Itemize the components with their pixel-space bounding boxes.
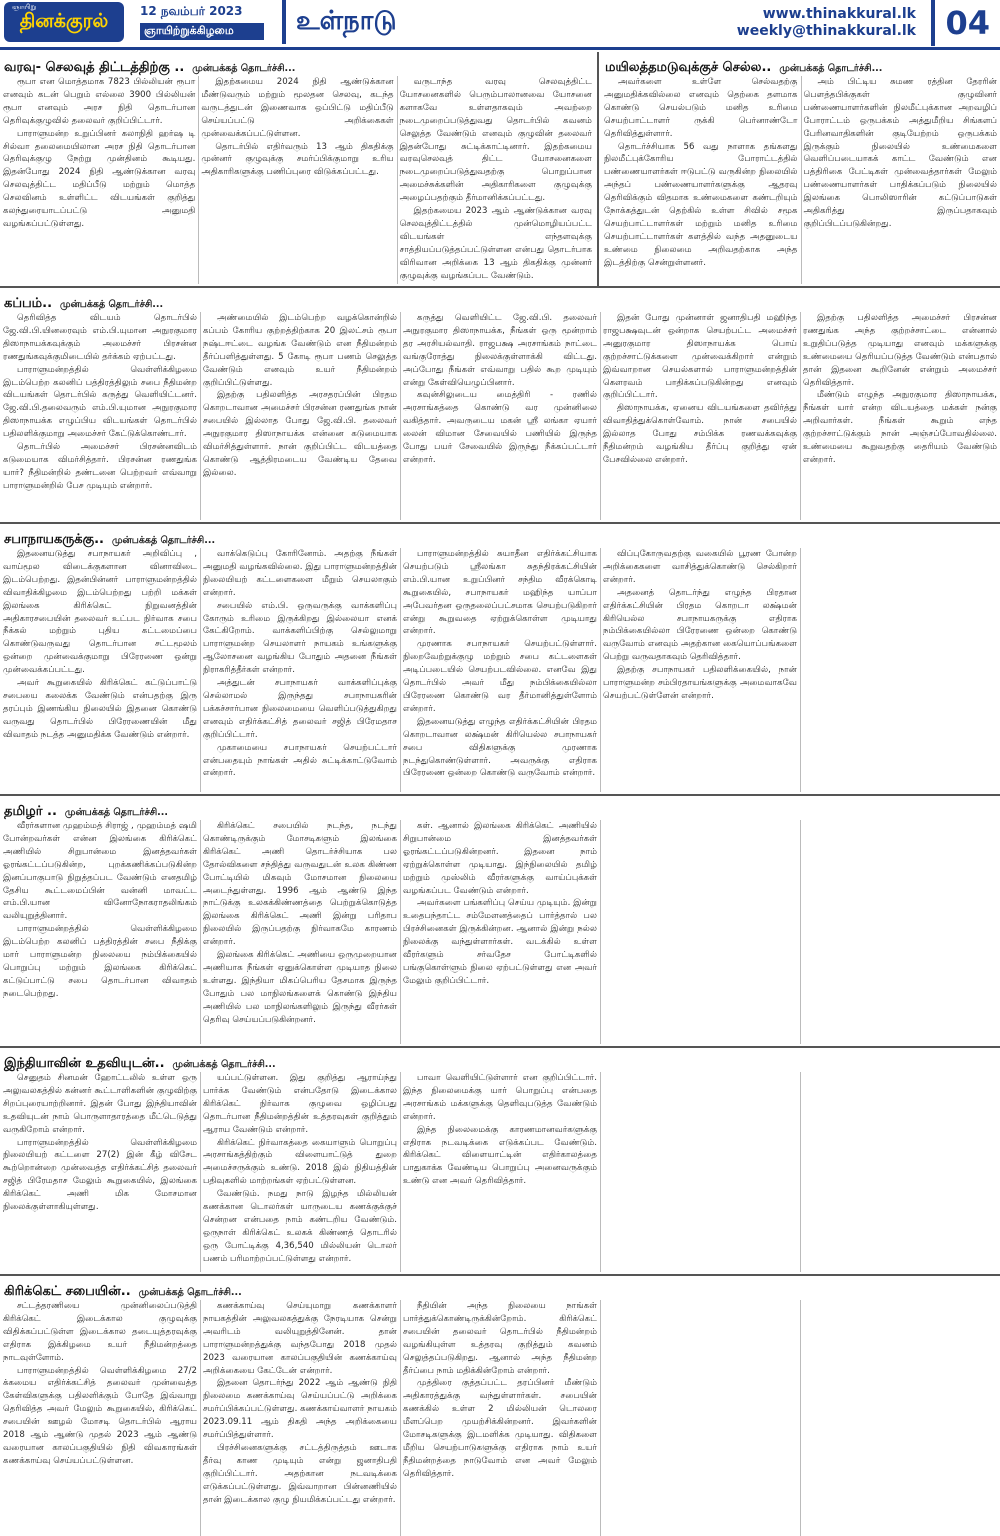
text-column: [397, 76, 595, 284]
article-paragraph: அம் பிட்டிய சுமண ரத்தின தேரரின் பௌத்தபிக்குகள் குழுவினர் பண்ணையாளர்களின் நிலமீட்புக்கான அறவழிப் போராட்டம் ஒருபக்கம் அத்துமீறிய சிங்களப் பேரினவாதிகளின் குடியேற்றம் ஒருபக்கம் இருக்கும் நிலையில் உண்மைகளை வெளிப்படையாகக் காட்ட வேண்டும் என பத்திரிகை பேட்டிகள் முன்வைத்தார்கள் மேலும் பண்ணையாளர்கள் பாதிக்கப்படும் நிலையில் இலங்கை பொலிஸாரின் கட்டுப்பாடுகள் அதிகரித்து இருப்பதாகவும் குறிப்பிடப்படுகின்றது.: [803, 77, 997, 229]
article-paragraph: தெரிவித்த விடயம் தொடர்பில் ஜே.வி.பி.யினரைவும் எம்.பி.யுமான அநுரகுமார திஸாநாயக்கவுக்கும் அமைச்சர் பிரசன்ன ரணதுங்கவுக்குமிடையில் தர்க்கம் ஏற்பட்டது.: [3, 313, 197, 362]
article-columns: [0, 820, 1000, 1044]
article-paragraph: கருத்து வெளியிட்ட ஜே.வி.பி. தலைவர் அநுரகுமார திஸாநாயக்க, நீங்கள் ஒரு மூன்றாம் தர அரசியல்வாதி. ராஜபக்ஷ அரசாங்கம் நாட்டை வங்குரோத்து நிலைக்குள்ளாக்கி விட்டது. அப்போது நீங்கள் எவ்வாறு பதில் கூற முடியும் என்று கேள்வியெழுப்பினார்.: [403, 313, 597, 388]
article-paragraph: முத்திரை குத்தப்பட்ட தரப்பினர் மீண்டும் அதிகாரத்துக்கு வந்துள்ளார்கள். சபையின் கணக்கில் உள்ள 2 மில்லியன் டொலரை மீளப்பெற முயற்சிக்கின்றனர். இவர்களின் மோசடிகளுக்கு இடமளிக்க முடியாது. விதிகளை மீறிய செயற்பாடுகளுக்கு எதிராக நாம் உயர் நீதிமன்றத்தை நாடுவோம் என அவர் மேலும் தெரிவித்தார்.: [403, 1378, 597, 1479]
article-paragraph: தொடர்ச்சியாக 56 வது நாளாக தங்களது நிலமீட்புக்கோரிய போராட்டத்தில் பண்ணையாளர்கள் ஈடுபட்டு வருகின்ற நிலையில் அந்தப் பண்ணையாளர்களுக்கு ஆதரவு தெரிவிக்கும் விதமாக உண்மைகளை கண்டறியும் நோக்கத்துடன் தெற்கில் உள்ள சிவில் சமூக செயற்பாட்டாளர்கள் மற்றும் மனித உரிமை செயற்பாட்டாளர்கள் களத்தில் வந்த அதனுடைய உண்மை நிலைமை அறிவதற்காக அந்த இடத்திற்கு சென்றுள்ளனர்.: [604, 141, 798, 268]
article-paragraph: ரூபா என மொத்தமாக 7823 பில்லியன் ரூபா எனவும் கடன் பெறும் எல்லை 3900 பில்லியன் ரூபா எனவும் அரச நிதி தொடர்பான தெரிவுக்குழுவில் தலைவர் குறிப்பிட்டார்.: [3, 77, 196, 126]
article-paragraph: திஸாநாயக்க, ஏனைய விடயங்களை தவிர்த்து விவாதித்துக்கொள்வோம். நான் சபையில் இல்லாத போது சம்பிக்க ரணவக்கவுக்கு நீதிமன்றம் வழங்கிய தீர்ப்பு குறித்து ஏன் பேசவில்லை என்றார்.: [603, 403, 797, 465]
column-rule: [400, 820, 401, 1044]
article-headline[interactable]: வரவு- செலவுத் திட்டத்திற்கு ..: [4, 60, 185, 75]
article-columns: [601, 76, 1000, 284]
issue-date: 12 நவம்பர் 2023: [140, 4, 243, 18]
article-paragraph: செனுதம் சினமன் ஹோட்டலில் உள்ள ஒரு அலுவலகத்தில் கன்னர் கூட்டாளிகளின் குழுவிற்கு சிறப்புரையாற்றினார். இதன் போது இந்தியாவின் உதவியுடன் நாம் பொருளாதாரத்தை மீட்டெடுத்து வருகிறோம் என்றார்.: [3, 1073, 197, 1135]
column-rule: [200, 1300, 201, 1536]
text-column: [800, 1072, 1000, 1272]
article-paragraph: அவர்களை உள்ளே செல்வதற்கு அனுமதிக்கவில்லை எனவும் தெற்கை தளமாக கொண்டு செயல்படும் மனித உரிமை செயற்பாட்டாளர் ருக்கி பெர்னாண்டோ தெரிவித்துள்ளார்.: [604, 77, 798, 139]
text-column: [0, 1072, 200, 1272]
article-paragraph: பாராளுமன்றத்தில் வெள்ளிக்கிழமை 27/2 க்கமைய எதிர்க்கட்சித் தலைவர் முன்வைத்த கேள்விகளுக்கு பதிலளிக்கும் போதே இவ்வாறு தெரிவித்த அவர் மேலும் கூறுகையில், கிரிக்கெட் சபையின் ஊழல் மோசடி தொடர்பில் ஆராய 2018 ஆம் ஆண்டு முதல் 2023 ஆம் ஆண்டு வரையான காலப்பகுதியில் நிதி விவகாரங்கள் கணக்காய்வு செய்யப்பட்டுள்ளன.: [3, 1365, 197, 1466]
text-column: [400, 820, 600, 1044]
text-column: [200, 1072, 400, 1272]
article-paragraph: மீண்டும் எழுந்த அநுரகுமார திஸாநாயக்க, நீங்கள் யார் என்ற விடயத்தை மக்கள் நன்கு அறிவார்கள். நீங்கள் கூறும் எந்த குற்றச்சாட்டுக்கும் நான் அஞ்சப்போவதில்லை. உண்மையை கூறுவதற்கு தைரியம் வேண்டும் என்றார்.: [803, 390, 997, 465]
article-paragraph: இதற்கமைய 2024 நிதி ஆண்டுக்கான மீண்டுவரும் மற்றும் மூலதன செலவு, கடந்த வருடத்துடன் இணைவாக ஒப்பிட்டு மதிப்பீடு செய்யப்பட்டு அறிக்கைகள் முன்வைக்கப்பட்டுள்ளன.: [201, 77, 394, 139]
column-rule: [801, 76, 802, 284]
article-paragraph: யப்பட்டுள்ளன. இது குறித்து ஆராய்ந்து பார்க்க வேண்டும் என்பதோடு இடைக்கால கிரிக்கெட் நிர்வாக குழுவை ஒழிப்பது தொடர்பான நீதிமன்றத்தின் உத்தரவுகள் குறித்தும் ஆராய வேண்டும் என்றார்.: [203, 1073, 397, 1135]
article-paragraph: இதற்கு பதிலளித்த அரசதரப்பின் பிரதம கொறடாவான அமைச்சர் பிரசன்ன ரணதுங்க நான் சபையில் இல்லாத போது ஜே.வி.பி. தலைவர் அநுரகுமார திஸாநாயக்க என்னை கடுமையாக விமர்சித்துள்ளார். நான் குறிப்பிட்ட விடயத்தை கொண்டு ஆத்திரமடைய வேண்டிய தேவை இல்லை.: [203, 390, 397, 478]
masthead: [0, 0, 1000, 50]
article-paragraph: கணக்காய்வு செய்யுமாறு கணக்காளர் நாயகத்தின் அலுவலகத்துக்கு நேரடியாக சென்று அவரிடம் வலியுறுத்தினேன். தான் பாராளுமன்றத்துக்கு வந்தபோது 2018 முதல் 2023 வரையான காலப்பகுதியின் கணக்காய்வு அறிக்கையை கேட்டேன் என்றார்.: [203, 1301, 397, 1376]
article-paragraph: பாராளுமன்றத்தில் வெள்ளிக்கிழமை இடம்பெற்ற கலனிப் பத்திரத்தின் சபை நீதிக்கு மார் பாராளுமன்ற நிலையை நம்பிக்கையில் பொறுப்பு மற்றும் இலங்கை கிரிக்கெட் கட்டுப்பாட்டு சபை தொடர்பான விவாதம் நடைபெற்றது.: [3, 924, 197, 999]
issue-day: ஞாயிற்றுக்கிழமை: [140, 23, 264, 40]
text-column: [0, 1300, 200, 1536]
column-rule: [200, 312, 201, 520]
article: [0, 1280, 1000, 1536]
text-column: [400, 1072, 600, 1272]
continued-label: முன்பக்கத் தொடர்ச்சி...: [172, 1059, 276, 1070]
article-paragraph: தொடர்பில் அமைச்சர் பிரசன்னவிடம் கடுமையாக விமர்சித்தார். பிரசன்ன ரணதுங்க யார்? நீதிமன்றில் தண்டனை பெற்றவர் எவ்வாறு பாராளுமன்றில் பேச முடியும் என்றார்.: [3, 442, 197, 491]
article-headline[interactable]: இந்தியாவின் உதவியுடன்..: [4, 1056, 165, 1071]
text-column: [400, 312, 600, 520]
article-paragraph: இலங்கை கிரிக்கெட் அணியை ஒருமுறையான அணியாக நீங்கள் ஏனுக்கொள்ள முடியாத நிலை உள்ளது. இந்தியா மிகப்பெரிய தேசமாக இருந்த போதும் பல மாநிலங்களைக் கொண்டு இந்திய அணியில் பல மாநிலங்களிலும் இருந்து வீரர்கள் தெரிவு செய்யப்படுகின்றனர்.: [203, 950, 397, 1025]
article-paragraph: பாராளுமன்றத்தில் வெள்ளிக்கிழமை இடம்பெற்ற கலனிப் பத்திரத்திலும் சபை நீதிமன்ற விடயங்கள் தொடர்பில் கருத்து வெளியிட்டனர். ஜே.வி.பி.தலைவரும் எம்.பி.யுமான அநுரகுமார திஸாநாயக்க எழுப்பிய விடயங்கள் தொடர்பில் பதிலளிக்குமாறு அமைச்சர் கேட்டுக்கொண்டார்.: [3, 364, 197, 440]
article-paragraph: பாராளுமன்றத்தில் வெள்ளிக்கிழமை நிலையியற் கட்டளை 27(2) இன் கீழ் விசேட கூற்றொன்றை முன்வைத்த எதிர்க்கட்சித் தலைவர் சஜித் பிரேமதாச மேலும் கூறுகையில், இலங்கை கிரிக்கெட் அணி மிக மோசமான நிலைக்குள்ளாகியுள்ளது.: [3, 1137, 197, 1213]
article-headline[interactable]: மயிலத்தமடுவுக்குச் செல்ல..: [605, 60, 772, 75]
article-paragraph: கள். ஆனால் இலங்கை கிரிக்கெட் அணியில் சிறுபான்மை இனத்தவர்கள் ஓரங்கட்டப்படுகின்றனர். இதனை நாம் ஏற்றுக்கொள்ள முடியாது. இந்நிலையில் தமிழ் மற்றும் முஸ்லிம் வீரர்களுக்கு வாய்ப்புக்கள் வழங்கப்பட வேண்டும் என்றார்.: [403, 821, 597, 896]
article-paragraph: அத்துடன் சபாநாயகர் வாக்களிப்புக்கு செல்லாமல் இருந்தது சபாநாயகரின் பக்கச்சார்பான நிலைமையை வெளிப்படுத்துகிறது எனவும் எதிர்க்கட்சித் தலைவர் சஜித் பிரேமதாச குறிப்பிட்டார்.: [203, 678, 397, 740]
logo-small-text: ஞாயிறு: [12, 3, 37, 11]
article-paragraph: வருடாந்த வரவு செலவுத்திட்ட யோசனைகளில் பெரும்பாலானவை யோசனை களாகவே உள்ளதாகவும் அவற்றை நடைமுறைப்படுத்துவது தொடர்பில் கவனம் செலுத்த வேண்டும் எனவும் குழுவின் தலைவர் இதன்போது சுட்டிக்காட்டினார். இதற்கமைய வரவுசெலவுத் திட்ட யோசனைகளை நடைமுறைப்படுத்துவதற்கு பொறுப்பான அமைச்சுக்களின் அதிகாரிகளை குழுவுக்கு அழைப்பதற்கும் தீர்மானிக்கப்பட்டது.: [399, 77, 592, 204]
column-rule: [800, 1072, 801, 1272]
article-paragraph: பாராளுமன்றத்தில் சுயாதீன எதிர்க்கட்சியாக செயற்படும் ஸ்ரீலங்கா சுதந்திரக்கட்சியின் எம்.பி.யான உறுப்பினர் சந்திம வீரக்கொடி கூறுகையில், சபாநாயகர் மஹிந்த யாப்பா அபேவர்தன ஒருதலைப்பட்சமாக செயற்படுகிறார் என்று கூறுவதை ஏற்றுக்கொள்ள முடியாது என்றார்.: [403, 549, 597, 637]
column-rule: [600, 820, 601, 1044]
text-column: [0, 548, 200, 792]
article-paragraph: இதனையடுத்து எழுந்த எதிர்க்கட்சியின் பிரதம கொறடாவான லக்ஷ்மன் கிரியெல்ல சபாநாயகர் சபை விதிகளுக்கு முரணாக நடந்துகொண்டுள்ளார். அவருக்கு எதிராக பிரேரணை ஒன்றை கொண்டு வருவோம் என்றார்.: [403, 716, 597, 779]
text-column: [600, 820, 800, 1044]
article-headline[interactable]: சபாநாயகருக்கு..: [4, 532, 104, 547]
section-divider: [0, 794, 1000, 796]
text-column: [400, 1300, 600, 1536]
text-column: [600, 548, 800, 792]
article-paragraph: பாராளுமன்ற உறுப்பினர் கலாநிதி ஹர்ஷ டி சில்வா தலைமையிலான அரச நிதி தொடர்பான தெரிவுக்குழு நேற்று முன்தினம் கூடியது. இதன்போது 2024 நிதி ஆண்டுக்கான வரவு செலவுத்திட்ட மதிப்பீடு மற்றும் மொத்த செலவினம் உள்ளிட்ட விடயங்கள் குறித்து கலந்துரையாடப்பட்டு அனுமதி வழங்கப்பட்டுள்ளது.: [3, 128, 196, 229]
section-title: உள்நாடு: [282, 0, 397, 44]
section-divider: [0, 1046, 1000, 1048]
column-rule: [198, 76, 199, 284]
text-column: [200, 548, 400, 792]
continued-label: முன்பக்கத் தொடர்ச்சி...: [779, 63, 883, 74]
article: [0, 528, 1000, 792]
text-column: [200, 312, 400, 520]
article-paragraph: இதற்கமைய 2023 ஆம் ஆண்டுக்கான வரவு செலவுத்திட்டத்தில் முன்மொழியப்பட்ட விடயங்கள் எந்தளவுக்கு சாத்தியப்படுத்தப்பட்டுள்ளன என்பது தொடர்பாக விரிவான அறிக்கை 13 ஆம் திகதிக்கு முன்னர் குழுவுக்கு வழங்கப்பட வேண்டும்.: [399, 206, 592, 281]
column-rule: [200, 1072, 201, 1272]
logo-text: தினக்குரல்: [19, 9, 109, 32]
article-paragraph: இதன் போது முன்னாள் ஜனாதிபதி மஹிந்த ராஜபக்ஷவுடன் ஒன்றாக செயற்பட்ட அமைச்சர் அனுரகுமார திஸாநாயக்க பொய் குற்றச்சாட்டுக்களை முன்வைக்கிறார் என்றும் இவ்வாறான செயல்களால் பாராளுமன்றத்தின் கௌரவம் பாதிக்கப்படுகின்றது எனவும் குறிப்பிட்டார்.: [603, 313, 797, 401]
column-rule: [400, 1300, 401, 1536]
article-headline[interactable]: தமிழர் ..: [4, 804, 57, 819]
article-paragraph: இதற்கு சபாநாயகர் பதிலளிக்கையில், நான் பாராளுமன்ற சம்பிரதாயங்களுக்கு அமைவாகவே செயற்பட்டுள்ளேன் என்றார்.: [603, 665, 797, 701]
article-paragraph: பிரச்சினைகளுக்கு சட்டத்திருத்தம் ஊடாக தீர்வு காண முடியும் என்று ஜனாதிபதி குறிப்பிட்டார். அதற்கான நடவடிக்கை எடுக்கப்பட்டுள்ளது. இவ்வாறான பின்னணியில் தான் இடைக்கால குழு நியமிக்கப்பட்டது என்றார்.: [203, 1442, 397, 1505]
column-rule: [400, 312, 401, 520]
article-paragraph: சட்டத்தரணியை முன்னிலைப்படுத்தி கிரிக்கெட் இடைக்கால குழுவுக்கு விதிக்கப்பட்டுள்ள இடைக்கால தடையுத்தரவுக்கு எதிராக இக்கிழமை உயர் நீதிமன்றத்தை நாடவுள்ளோம்.: [3, 1301, 197, 1363]
text-column: [600, 312, 800, 520]
contact-block: [737, 6, 916, 40]
text-column: [800, 1300, 1000, 1536]
column-rule: [600, 1300, 601, 1536]
page-number: 04: [931, 0, 990, 46]
continued-label: முன்பக்கத் தொடர்ச்சி...: [138, 1287, 242, 1298]
column-rule: [600, 1072, 601, 1272]
article-paragraph: இதனை தொடர்ந்து 2022 ஆம் ஆண்டு நிதி நிலைமை கணக்காய்வு செய்யப்பட்டு அறிக்கை சமர்ப்பிக்கப்பட்டுள்ளது. கணக்காய்வாளர் நாயகம் 2023.09.11 ஆம் திகதி அந்த அறிக்கையை சமர்ப்பித்துள்ளார்.: [203, 1378, 397, 1441]
column-rule: [400, 548, 401, 792]
column-rule: [397, 76, 398, 284]
article-paragraph: அவர்களை பங்களிப்பு செய்ய முடியும். இன்று உதைபந்தாட்ட சம்மேளனத்தைப் பார்த்தால் பல பிரச்சினைகள் இருக்கின்றன. ஆனால் இன்று நல்ல நிலைக்கு வந்துள்ளார்கள். வடக்கில் உள்ள வீரர்களும் சர்வதேச போட்டிகளில் பங்குகொள்ளும் நிலை ஏற்பட்டுள்ளது என அவர் மேலும் குறிப்பிட்டார்.: [403, 898, 597, 986]
article: [0, 1052, 1000, 1272]
article-paragraph: அவர் கூறுகையில் கிரிக்கெட் கட்டுப்பாட்டு சபையை கலைக்க வேண்டும் என்பதற்கு இரு தரப்பும் இணங்கிய நிலையில் இதனை கொண்டு வருவது தொடர்பில் பிரேரணையின் மீது விவாதம் நடத்த அனுமதிக்க வேண்டும் என்றார்.: [3, 678, 197, 740]
article-columns: [0, 1300, 1000, 1536]
continued-label: முன்பக்கத் தொடர்ச்சி...: [64, 807, 168, 818]
email-link[interactable]: weekly@thinakkural.lk: [736, 23, 916, 39]
column-rule: [800, 820, 801, 1044]
article-paragraph: அண்மையில் இடம்பெற்ற வழக்கொன்றில் கப்பம் கோரிய குற்றத்திற்காக 20 இலட்சம் ரூபா நஷ்டஈட்டை வழங்க வேண்டும் என நீதிமன்றம் தீர்ப்பளித்துள்ளது. 5 கோடி ரூபா பணம் செலுத்த வேண்டும் எனவும் உயர் நீதிமன்றம் குறிப்பிட்டுள்ளது.: [203, 313, 397, 388]
article-paragraph: வேண்டும். நமது நாடு இழந்த மில்லியன் கணக்கான டொலர்கள் யாருடைய கணக்குக்குச் சென்றன என்பதை நாம் கண்டறிய வேண்டும். ஒருநாள் கிரிக்கெட் உலகக் கிண்ணத் தொடரில் ஒரு போட்டிக்கு 4,36,540 மில்லியன் டொலர் பணம் பரிமாற்றப்பட்டுள்ளது என்றார்.: [203, 1189, 397, 1264]
text-column: [0, 820, 200, 1044]
text-column: [800, 312, 1000, 520]
article-paragraph: இதற்கு பதிலளித்த அமைச்சர் பிரசன்ன ரணதுங்க அந்த குற்றச்சாட்டை என்னால் உறுதிப்படுத்த முடியாது எனவும் மக்களுக்கு உண்மையை தெரியப்படுத்த வேண்டும் என்பதால் தான் இதனை கூறினேன் என்றும் அமைச்சர் தெரிவித்தார்.: [803, 313, 997, 388]
masthead-rule: [0, 47, 1000, 50]
text-column: [601, 76, 801, 284]
article-headline[interactable]: கப்பம்..: [4, 296, 53, 311]
column-rule: [800, 1300, 801, 1536]
column-rule: [200, 820, 201, 1044]
column-rule: [400, 1072, 401, 1272]
continued-label: முன்பக்கத் தொடர்ச்சி...: [111, 535, 216, 546]
newspaper-logo[interactable]: [4, 2, 124, 42]
article: [0, 56, 595, 284]
text-column: [200, 1300, 400, 1536]
text-column: [200, 820, 400, 1044]
article-paragraph: பாவா வெளியிட்டுள்ளார் என குறிப்பிட்டார். இந்த நிலைமைக்கு யார் பொறுப்பு என்பதை அரசாங்கம் மக்களுக்கு தெளிவுபடுத்த வேண்டும் என்றார்.: [403, 1073, 597, 1122]
article-paragraph: [400, 283, 592, 285]
article-paragraph: கவுன்சிலுடைய மைத்திரி - ரணில் அரசாங்கத்தை கொண்டு வர முன்னிலை வகித்தார். அவருடைய மகன் ஸ்ரீ லங்கா ஏயார் லைன் விமான சேவையில் பணியில் இருந்த போது பயர் சேவையில் இருந்து நீக்கப்பட்டார் என்றார்.: [403, 390, 597, 465]
text-column: [600, 1300, 800, 1536]
article-paragraph: கிரிக்கெட் நிர்வாகத்தை கையாளும் பொறுப்பு அரசாங்கத்திற்கும் விளையாட்டுத் துறை அமைச்சருக்கும் உண்டு. 2018 இல் நிதியத்தின் பதிவுகளில் மாற்றங்கள் ஏற்பட்டுள்ளன.: [203, 1137, 397, 1187]
continued-label: முன்பக்கத் தொடர்ச்சி...: [60, 299, 164, 310]
column-rule: [600, 548, 601, 792]
column-rule: [600, 312, 601, 520]
column-rule: [800, 548, 801, 792]
text-column: [800, 820, 1000, 1044]
article-paragraph: வாக்கெடுப்பு கோரினோம். அதற்கு நீங்கள் அனுமதி வழங்கவில்லை. இது பாராளுமன்றத்தின் நிலையியற் கட்டளைகளை மீறும் செயலாகும் என்றார்.: [203, 549, 397, 598]
article-paragraph: தொடர்பில் எதிர்வரும் 13 ஆம் திகதிக்கு முன்னர் குழுவுக்கு சமர்ப்பிக்குமாறு உரிய அதிகாரிகளுக்கு பணிப்புரை விடுக்கப்பட்டது.: [201, 141, 394, 178]
article: [0, 800, 1000, 1044]
text-column: [400, 548, 600, 792]
article-columns: [0, 1072, 1000, 1272]
article-paragraph: முரணாக சபாநாயகர் செயற்பட்டுள்ளார். நிறைவேற்றுக்குழு மற்றும் சபை கட்டளைகள் அடிப்படையில் செயற்படவில்லை. எனவே இது தொடர்பில் அவர் மீது நம்பிக்கையில்லா பிரேரணை கொண்டு வர தீர்மானித்துள்ளோம் என்றார்.: [403, 639, 597, 714]
column-rule: [200, 548, 201, 792]
text-column: [198, 76, 396, 284]
article-paragraph: சபையில் எம்.பி. ஒருவருக்கு வாக்களிப்பு கோரும் உரிமை இருக்கிறது இல்லையா எனக் கேட்கிறோம். வாக்களிப்பிற்கு செல்லுமாறு பாராளுமன்ற செயலாளர் நாயகம் உங்களுக்கு ஆலோசனை வழங்கிய போதும் அதனை நீங்கள் நிராகரித்தீர்கள் என்றார்.: [203, 600, 397, 676]
article-paragraph: அதனைத் தொடர்ந்து எழுந்த பிரதான எதிர்க்கட்சியின் பிரதம கொறடா லக்ஷ்மன் கிரியெல்ல சபாநாயகருக்கு எதிராக நம்பிக்கையில்லா பிரேரணை ஒன்றை கொண்டு வருவோம் எனவும் அதற்கான கையொப்பங்களை பெற்று வருவதாகவும் தெரிவித்தார்.: [603, 587, 797, 663]
text-column: [800, 548, 1000, 792]
section-divider: [0, 522, 1000, 524]
text-column: [801, 76, 1000, 284]
article-paragraph: வீரர்களான முஹம்மத் சிராஜ் , முஹம்மத் ஷமி போன்றவர்கள் என்ன இலங்கை கிரிக்கெட் அணியில் சிறுபான்மை இனத்தவர்கள் ஓரங்கட்டப்படுகின்ற, புறக்கணிக்கப்படுகின்ற இனப்பாகுபாடு நிறுத்தப்பட வேண்டும் எனதமிழ் தேசிய கூட்டமைப்பின் வன்னி மாவட்ட எம்.பி.யான வினோநோகராதலிங்கம் வலியுறுத்தினார்.: [3, 821, 197, 922]
article-columns: [0, 76, 595, 284]
article-paragraph: முகாமையை சபாநாயகர் செயற்பட்டார் என்பதையும் நாங்கள் அதில் சுட்டிக்காட்டுவோம் என்றார்.: [203, 742, 397, 779]
text-column: [600, 1072, 800, 1272]
column-rule: [800, 312, 801, 520]
article-paragraph: நீதியின் அந்த நிலையை நாங்கள் பார்த்துக்கொண்டிருக்கின்றோம். கிரிக்கெட் சபையின் தலைவர் தொடர்பில் நீதிமன்றம் வழங்கியுள்ள உத்தரவு குறித்தும் கவனம் செலுத்தப்படுகிறது. ஆனால் அந்த நீதிமன்ற தீர்ப்பை நாம் மதிக்கின்றோம் என்றார்.: [403, 1301, 597, 1376]
date-block: [140, 4, 264, 40]
column-divider: [597, 52, 599, 286]
article: [601, 56, 1000, 284]
article-headline[interactable]: கிரிக்கெட் சபையின்..: [4, 1284, 131, 1299]
article-paragraph: விப்புகோருவதற்கு வகையில் பூரண போன்ற அறிக்கைகளை வாசித்துக்கொண்டு செல்கிறார் என்றார்.: [603, 549, 797, 585]
website-link[interactable]: www.thinakkural.lk: [762, 6, 916, 22]
article-paragraph: கிரிக்கெட் சபையில் நடந்த, நடந்து கொண்டிருக்கும் மோசடிகளும் இலங்கை கிரிக்கெட் அணி தொடர்ச்சியாக பல தோல்விகளை சந்தித்து வருவதுடன் உலக கிண்ண போட்டியில் மிகவும் மோசமான நிலையை அடைந்துள்ளது. 1996 ஆம் ஆண்டு இந்த நாட்டுக்கு உலகக்கிண்ணத்தை பெற்றுக்கொடுத்த இலங்கை கிரிக்கெட் அணி இன்று பரிதாப நிலையில் இருப்பதற்கு நிர்வாகமே காரணம் என்றார்.: [203, 821, 397, 948]
article-columns: [0, 312, 1000, 520]
continued-label: முன்பக்கத் தொடர்ச்சி...: [192, 63, 296, 74]
section-divider: [0, 1274, 1000, 1276]
article-columns: [0, 548, 1000, 792]
article-paragraph: இதனையடுத்து சபாநாயகர் அறிவிப்பு , வாய்மூல விடைக்குகளான வினாவிடை இடம்பெற்றது. இதன்பின்னர் பாராளுமன்றத்தில் விவாதிக்கிழமை இடம்பெற்றது பற்றி மக்கள் இலங்கை கிரிக்கெட் நிறுவனத்தின் அதிகாரசபையின் தலைவர் உட்பட நிர்வாக சபை நீக்கல் மற்றும் புதிய கட்டமைப்பை கொண்டுவருவது தொடர்பான சட்டமூலம் ஒன்றை முன்வைக்குமாறு பிரேரணை ஒன்று முன்வைக்கப்பட்டது.: [3, 549, 197, 676]
section-divider: [0, 286, 1000, 288]
text-column: [0, 312, 200, 520]
article-paragraph: இந்த நிலைமைக்கு காரணமானவர்களுக்கு எதிராக நடவடிக்கை எடுக்கப்பட வேண்டும். கிரிக்கெட் விளையாட்டின் எதிர்காலத்தை பாதுகாக்க வேண்டிய பொறுப்பு அனைவருக்கும் உண்டு என அவர் தெரிவித்தார்.: [403, 1124, 597, 1187]
article: [0, 292, 1000, 520]
text-column: [0, 76, 198, 284]
